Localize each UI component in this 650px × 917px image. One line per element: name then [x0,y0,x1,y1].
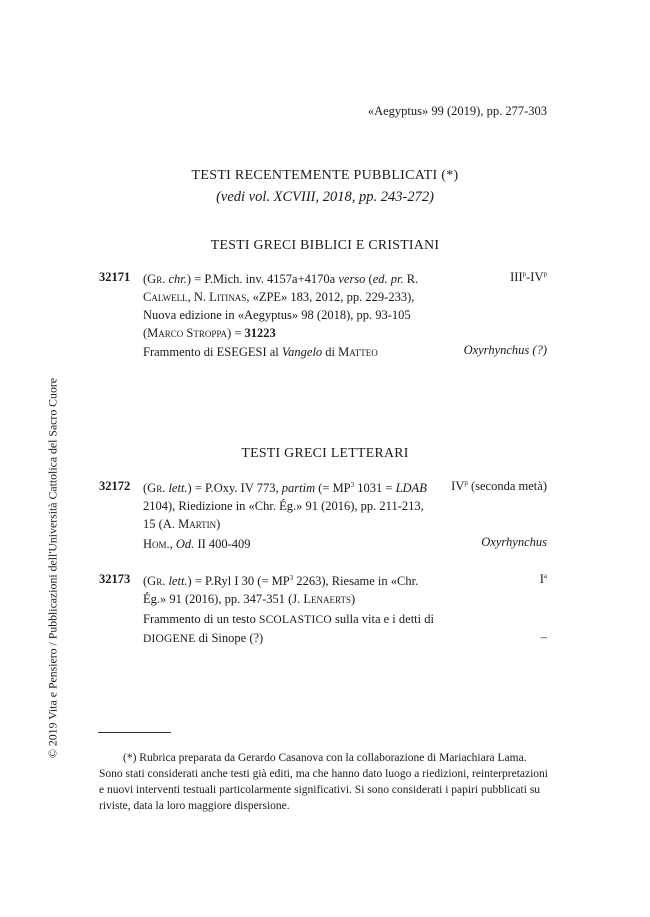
ed-pr-label: ed. pr. [372,272,404,286]
editor: Marco Stroppa [147,326,228,340]
page-title: TESTI RECENTEMENTE PUBBLICATI (*) [191,168,459,183]
journal-reference: «Aegyptus» 99 (2019), pp. 277-303 [367,104,547,118]
ref-text: ) = P.Oxy. IV 773, [187,481,282,495]
entry-reference-32171: (Gr. chr.) = P.Mich. inv. 4157a+4170a verso (ed. pr. R. Calwell, N. Litinas, «ZPE» 183, 2012, pp. 229-233), Nuova edizione in «Aegyptus» 98 (2018), pp. 93-105 (Marco Stroppa) = 31223 [143,272,419,340]
category-type: chr. [168,272,187,286]
content-text: , [169,537,176,551]
ref-text: 2104), Riedizione in «Chr. Ég.» 91 (2016), pp. 211-213, 15 ( [143,499,424,531]
entry-date-32171: $III^p-IV^p$ [510,269,547,284]
ref-text: (= MP [315,481,351,495]
category-type: lett. [168,481,188,495]
entry-content-32171 [143,343,473,361]
entry-content-32172 [143,535,435,553]
entry-number-32171: 32171 [99,270,131,284]
category-abbr: Gr. [147,481,166,495]
entry-content-32173 [143,610,435,648]
mp-superscript: 3 [289,573,294,582]
mp-superscript: 3 [350,480,355,489]
ref-text: ) = [227,326,245,340]
entry-reference-32173: (Gr. lett.) = P.Ryl I 30 (= $MP^3$ 2263), Riesame in «Chr. Ég.» 91 (2016), pp. 347-351 (J. Lenaerts) [143,573,419,606]
content-work: Od. [175,537,195,551]
ref-text: ) [216,517,221,531]
footnote: (*) Rubrica preparata da Gerardo Casanova con la collaborazione di Mariachiara Lama. Sono stati considerati anche testi già editi, ma che hanno dato luogo a riedizioni, reinterpretazioni e nuovi interventi testuali particolarmente significativi. Si sono considerati i papiri pubblicati su riviste, data la loro maggiore dispersione. [99,752,548,812]
content-text: Frammento di [143,345,217,359]
content-text: al [266,345,282,359]
category-type: lett. [168,574,188,588]
category-abbr: Gr. [147,574,166,588]
entry-provenance-32171: Oxyrhynchus (?) [463,343,547,357]
page-subtitle: (vedi vol. XCVIII, 2018, pp. 243-272) [216,189,434,205]
partim-label: partim [281,481,316,495]
ref-text: ) [351,592,356,606]
entry-reference-32172: (Gr. lett.) = P.Oxy. IV 773, partim (= $MP^3$ 1031 = LDAB 2104), Riedizione in «Chr. Ég.» 91 (2016), pp. 211-213, 15 (A. Martin) [143,480,427,531]
copyright-text: © 2019 Vita e Pensiero / Pubblicazioni dell'Università Cattolica del Sacro Cuore [45,377,60,759]
ref-text: , «ZPE» 183, 2012, pp. 229-233), Nuova edizione in «Aegyptus» 98 (2018), pp. 93-105 ( [143,290,415,340]
content-text: sulla vita e i detti di [331,612,434,626]
content-keyword: SCOLASTICO [258,614,332,626]
content-keyword: Matteo [338,345,378,359]
cross-reference: 31223 [244,326,276,340]
date-century: IV [451,479,465,493]
entry-provenance-32173: – [540,630,547,644]
editor: J. Lenaerts [292,592,352,606]
ref-text: ) = P.Ryl I 30 (= MP [187,574,290,588]
date-note: (seconda metà) [467,479,547,493]
date-century: I [539,572,544,586]
content-keyword: ESEGESI [216,345,267,359]
entry-provenance-32172: Oxyrhynchus [481,535,547,549]
section-heading-biblical: TESTI GRECI BIBLICI E CRISTIANI [210,237,440,252]
editor: A. Martin [162,517,217,531]
content-author: Hom. [143,537,170,551]
content-text: Frammento di un testo [143,612,259,626]
content-keyword: DIOGENE [143,633,196,645]
content-text: di Sinope (?) [195,631,264,645]
entry-number-32173: 32173 [99,572,131,586]
category-abbr: Gr. [147,272,166,286]
ref-text: ) = P.Mich. inv. 4157a+4170a [186,272,339,286]
content-text: di [322,345,339,359]
ldab-label: LDAB [395,481,427,495]
entry-date-32172 [451,479,547,494]
entry-number-32172: 32172 [99,479,131,493]
date-superscript: p [464,478,468,487]
ref-text: 1031 = [354,481,396,495]
editors: R. Calwell, N. Litinas [143,272,419,304]
content-text: II 400-409 [194,537,251,551]
ref-text: 2263), Riesame in «Chr. Ég.» 91 (2016), pp. 347-351 ( [143,574,419,606]
footnote-divider [98,732,171,733]
date-superscript: a [543,571,547,580]
verso-label: verso [338,272,366,286]
entry-date-32173 [540,572,547,587]
section-heading-literary: TESTI GRECI LETTERARI [241,445,409,460]
content-keyword: Vangelo [281,345,323,359]
